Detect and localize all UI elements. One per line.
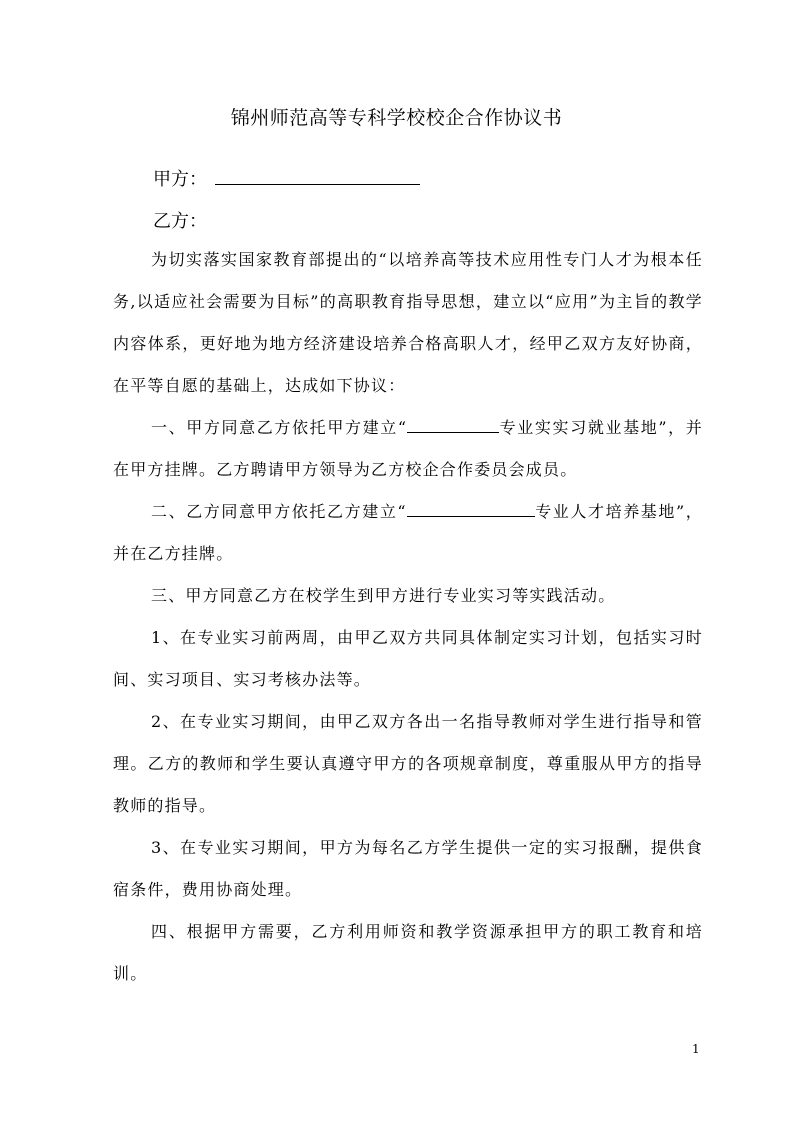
clause-2 [113, 491, 703, 575]
party-a-line [153, 165, 420, 191]
party-b-label: 乙方： [153, 211, 207, 232]
clause-4: 四、根据甲方需要，乙方利用师资和教学资源承担甲方的职工教育和培训。 [113, 922, 703, 983]
clause-2-text-post: 专业人才培养基地”，并在乙方挂牌。 [113, 502, 703, 563]
item-2: 2、在专业实习期间，由甲乙双方各出一名指导教师对学生进行指导和管理。乙方的教师和学生要认真遵守甲方的各项规章制度，尊重服从甲方的指导教师的指导。 [113, 712, 703, 815]
clause-1-text-post: 专业实实习就业基地”，并在甲方挂牌。乙方聘请甲方领导为乙方校企合作委员会成员。 [113, 418, 703, 479]
clause-3: 三、甲方同意乙方在校学生到甲方进行专业实习等实践活动。 [151, 586, 616, 605]
party-b-line [153, 207, 207, 233]
clause-2-blank [407, 502, 535, 517]
document-title: 锦州师范高等专科学校校企合作协议书 [230, 107, 563, 129]
item-3: 3、在专业实习期间，甲方为每名乙方学生提供一定的实习报酬，提供食宿条件，费用协商处理。 [113, 838, 703, 899]
clause-2-text-pre: 二、乙方同意甲方依托乙方建立“ [151, 502, 407, 521]
intro-paragraph: 为切实落实国家教育部提出的“以培养高等技术应用性专门人才为根本任务,以适应社会需要为目标”的高职教育指导思想，建立以“应用”为主旨的教学内容体系，更好地为地方经济建设培养合格高职人才，经甲乙双方友好协商，在平等自愿的基础上，达成如下协议： [113, 250, 703, 395]
party-a-blank [215, 170, 420, 185]
page-number: 1 [692, 1042, 700, 1056]
clause-1-text-pre: 一、甲方同意乙方依托甲方建立“ [151, 418, 408, 437]
item-1: 1、在专业实习前两周，由甲乙双方共同具体制定实习计划，包括实习时间、实习项目、实习考核办法等。 [113, 628, 703, 689]
clause-1-blank [407, 418, 499, 433]
party-a-label: 甲方： [153, 169, 207, 190]
clause-1 [113, 407, 703, 491]
